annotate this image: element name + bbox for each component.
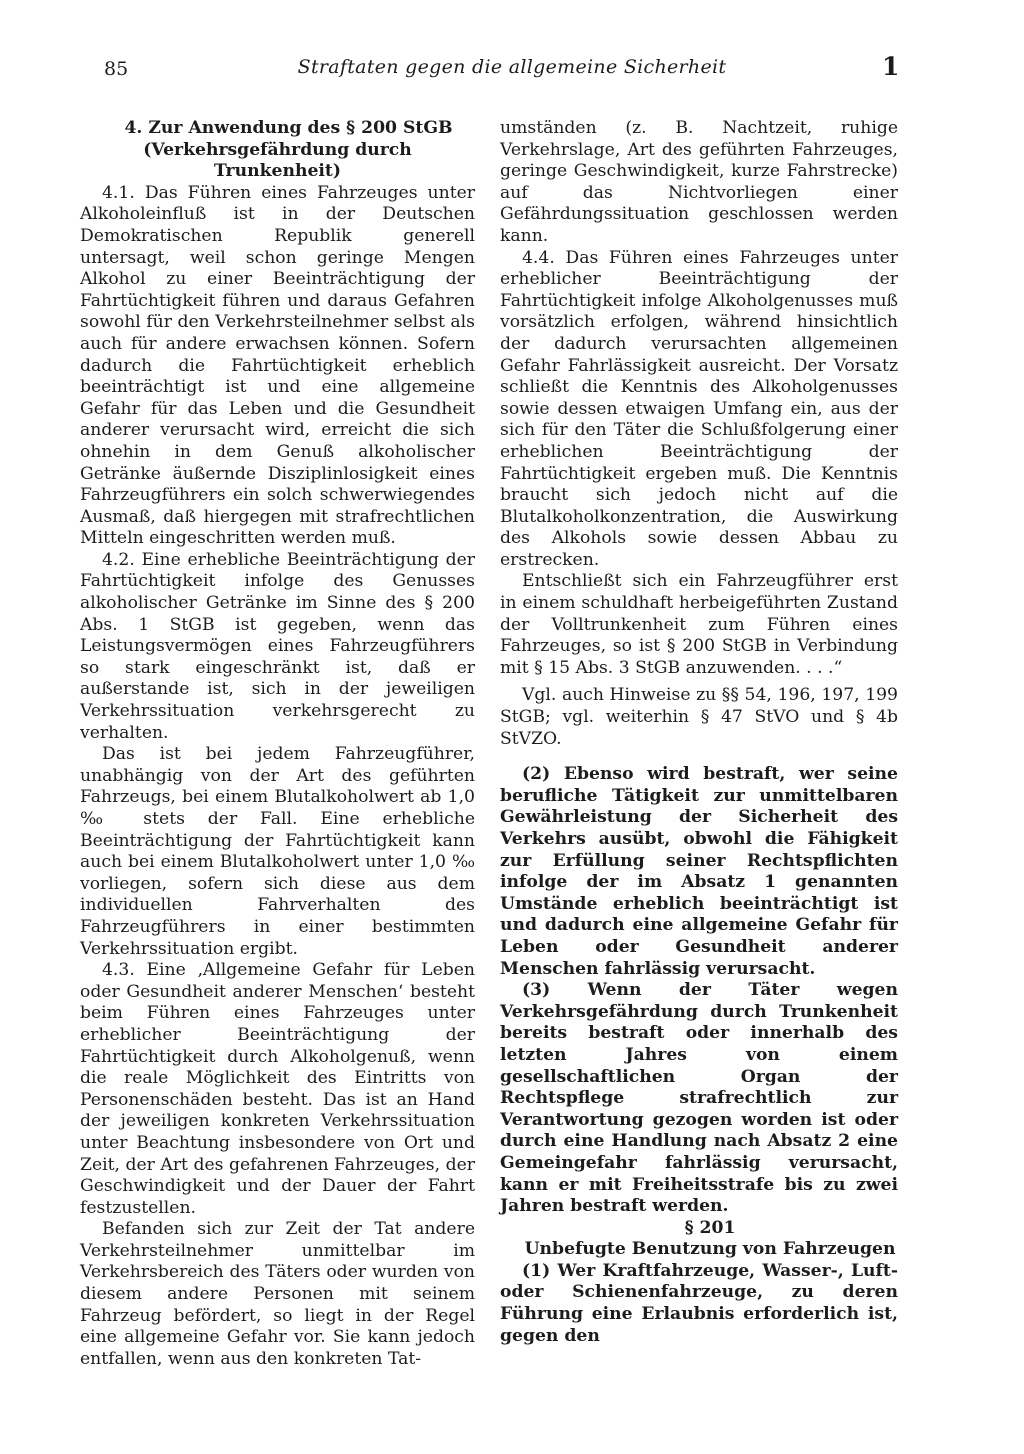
running-title: Straftaten gegen die allgemeine Sicherheit [297,56,727,78]
paragraph: 4.3. Eine ‚Allgemeine Gefahr für Leben oder Gesundheit anderer Menschen‘ besteht beim Führen eines Fahrzeuges unter erheblicher Beeinträchtigung der Fahrtüchtigkeit durch Alkoholgenuß, wenn die reale Möglichkeit des Eintritts von Personenschäden besteht. Das ist an Hand der jeweiligen konkreten Verkehrssituation unter Beachtung insbesondere von Ort und Zeit, der Art des gefahrenen Fahrzeuges, der Geschwindigkeit und der Dauer der Fahrt festzustellen. [80,960,475,1218]
section-number: § 201 [684,1217,736,1238]
paragraph: 4.2. Eine erhebliche Beeinträchtigung der Fahrtüchtigkeit infolge des Genusses alkoholischer Getränke im Sinne des § 200 Abs. 1 StGB ist gegeben, wenn das Leistungsvermögen eines Fahrzeugführers so stark eingeschränkt ist, daß er außerstande ist, sich in der jeweiligen Verkehrssituation verkehrsgerecht zu verhalten. [80,549,475,743]
page-number: 85 [104,58,129,80]
left-column [80,118,475,1370]
statute-paragraph: (1) Wer Kraftfahrzeuge, Wasser-, Luft- oder Schienenfahrzeuge, zu deren Führung eine Erlaubnis erforderlich ist, gegen den [500,1260,898,1346]
commentary-heading: 4. Zur Anwendung des § 200 StGB (Verkehrsgefährdung durch Trunkenheit) [124,118,453,182]
paragraph: Entschließt sich ein Fahrzeugführer erst in einem schuldhaft herbeigeführten Zustand der Volltrunkenheit zum Führen eines Fahrzeuges, so ist § 200 StGB in Verbindung mit § 15 Abs. 3 StGB anzuwenden. . . .“ [500,571,898,678]
paragraph: 4.1. Das Führen eines Fahrzeuges unter Alkoholeinfluß ist in der Deutschen Demokratischen Republik generell untersagt, weil schon geringe Mengen Alkohol zu einer Beeinträchtigung der Fahrtüchtigkeit führen und daraus Gefahren sowohl für den Verkehrsteilnehmer selbst als auch für andere erwachsen können. Sofern dadurch die Fahrtüchtigkeit erheblich beeinträchtigt ist und eine allgemeine Gefahr für das Leben und die Gesundheit anderer verursacht wird, erreicht die sich ohnehin in dem Genuß alkoholischer Getränke äußernde Disziplinlosigkeit eines Fahrzeugführers ein solch schwerwiegendes Ausmaß, daß hiergegen mit strafrechtlichen Mitteln eingeschritten werden muß. [80,182,475,549]
statute-paragraph: (2) Ebenso wird bestraft, wer seine berufliche Tätigkeit zur unmittelbaren Gewährleistung der Sicherheit des Verkehrs ausübt, obwohl die Fähigkeit zur Erfüllung seiner Rechtspflichten infolge der im Absatz 1 genannten Umstände erheblich beeinträchtigt ist und dadurch eine allgemeine Gefahr für Leben oder Gesundheit anderer Menschen fahrlässig verursacht. [500,764,898,979]
paragraph-continuation: umständen (z. B. Nachtzeit, ruhige Verkehrslage, Art des geführten Fahrzeuges, geringe Geschwindigkeit, kurze Fahrstrecke) auf das Nichtvorliegen einer Gefährdungssituation geschlossen werden kann. [500,118,898,246]
statute-paragraph: (3) Wenn der Täter wegen Verkehrsgefährdung durch Trunkenheit bereits bestraft oder innerhalb des letzten Jahres von einem gesellschaftlichen Organ der Rechtspflege strafrechtlich zur Verantwortung gezogen worden ist oder durch eine Handlung nach Absatz 2 eine Gemeingefahr fahrlässig verursacht, kann er mit Freiheitsstrafe bis zu zwei Jahren bestraft werden. [500,980,898,1217]
paragraph: 4.4. Das Führen eines Fahrzeuges unter erheblicher Beeinträchtigung der Fahrtüchtigkeit infolge Alkoholgenusses muß vorsätzlich erfolgen, während hinsichtlich der dadurch verursachten allgemeinen Gefahr Fahrlässigkeit ausreicht. Der Vorsatz schließt die Kenntnis des Alkoholgenusses sowie dessen etwaigen Umfang ein, aus der sich für den Täter die Schlußfolgerung einer erheblichen Beeinträchtigung der Fahrtüchtigkeit ergeben muß. Die Kenntnis braucht sich jedoch nicht auf die Blutalkoholkonzentration, die Auswirkung des Alkohols sowie dessen Abbau zu erstrecken. [500,247,898,570]
section-title: Unbefugte Benutzung von Fahrzeugen [524,1239,896,1260]
right-column [500,118,898,1347]
paragraph: Befanden sich zur Zeit der Tat andere Verkehrsteilnehmer unmittelbar im Verkehrsbereich des Täters oder wurden von diesem andere Personen mit seinem Fahrzeug befördert, so liegt in der Regel eine allgemeine Gefahr vor. Sie kann jedoch entfallen, wenn aus den konkreten Tat- [80,1219,475,1369]
chapter-number: 1 [882,52,900,81]
page-header [0,50,1024,90]
paragraph: Das ist bei jedem Fahrzeugführer, unabhängig von der Art des geführten Fahrzeugs, bei einem Blutalkoholwert ab 1,0 ‰ stets der Fall. Eine erhebliche Beeinträchtigung der Fahrtüchtigkeit kann auch bei einem Blutalkoholwert unter 1,0 ‰ vorliegen, sofern sich diese aus dem individuellen Fahrverhalten des Fahrzeugführers in einer bestimmten Verkehrssituation ergibt. [80,744,475,959]
cross-reference: Vgl. auch Hinweise zu §§ 54, 196, 197, 199 StGB; vgl. weiterhin § 47 StVO und § 4b StVZO. [500,685,898,749]
